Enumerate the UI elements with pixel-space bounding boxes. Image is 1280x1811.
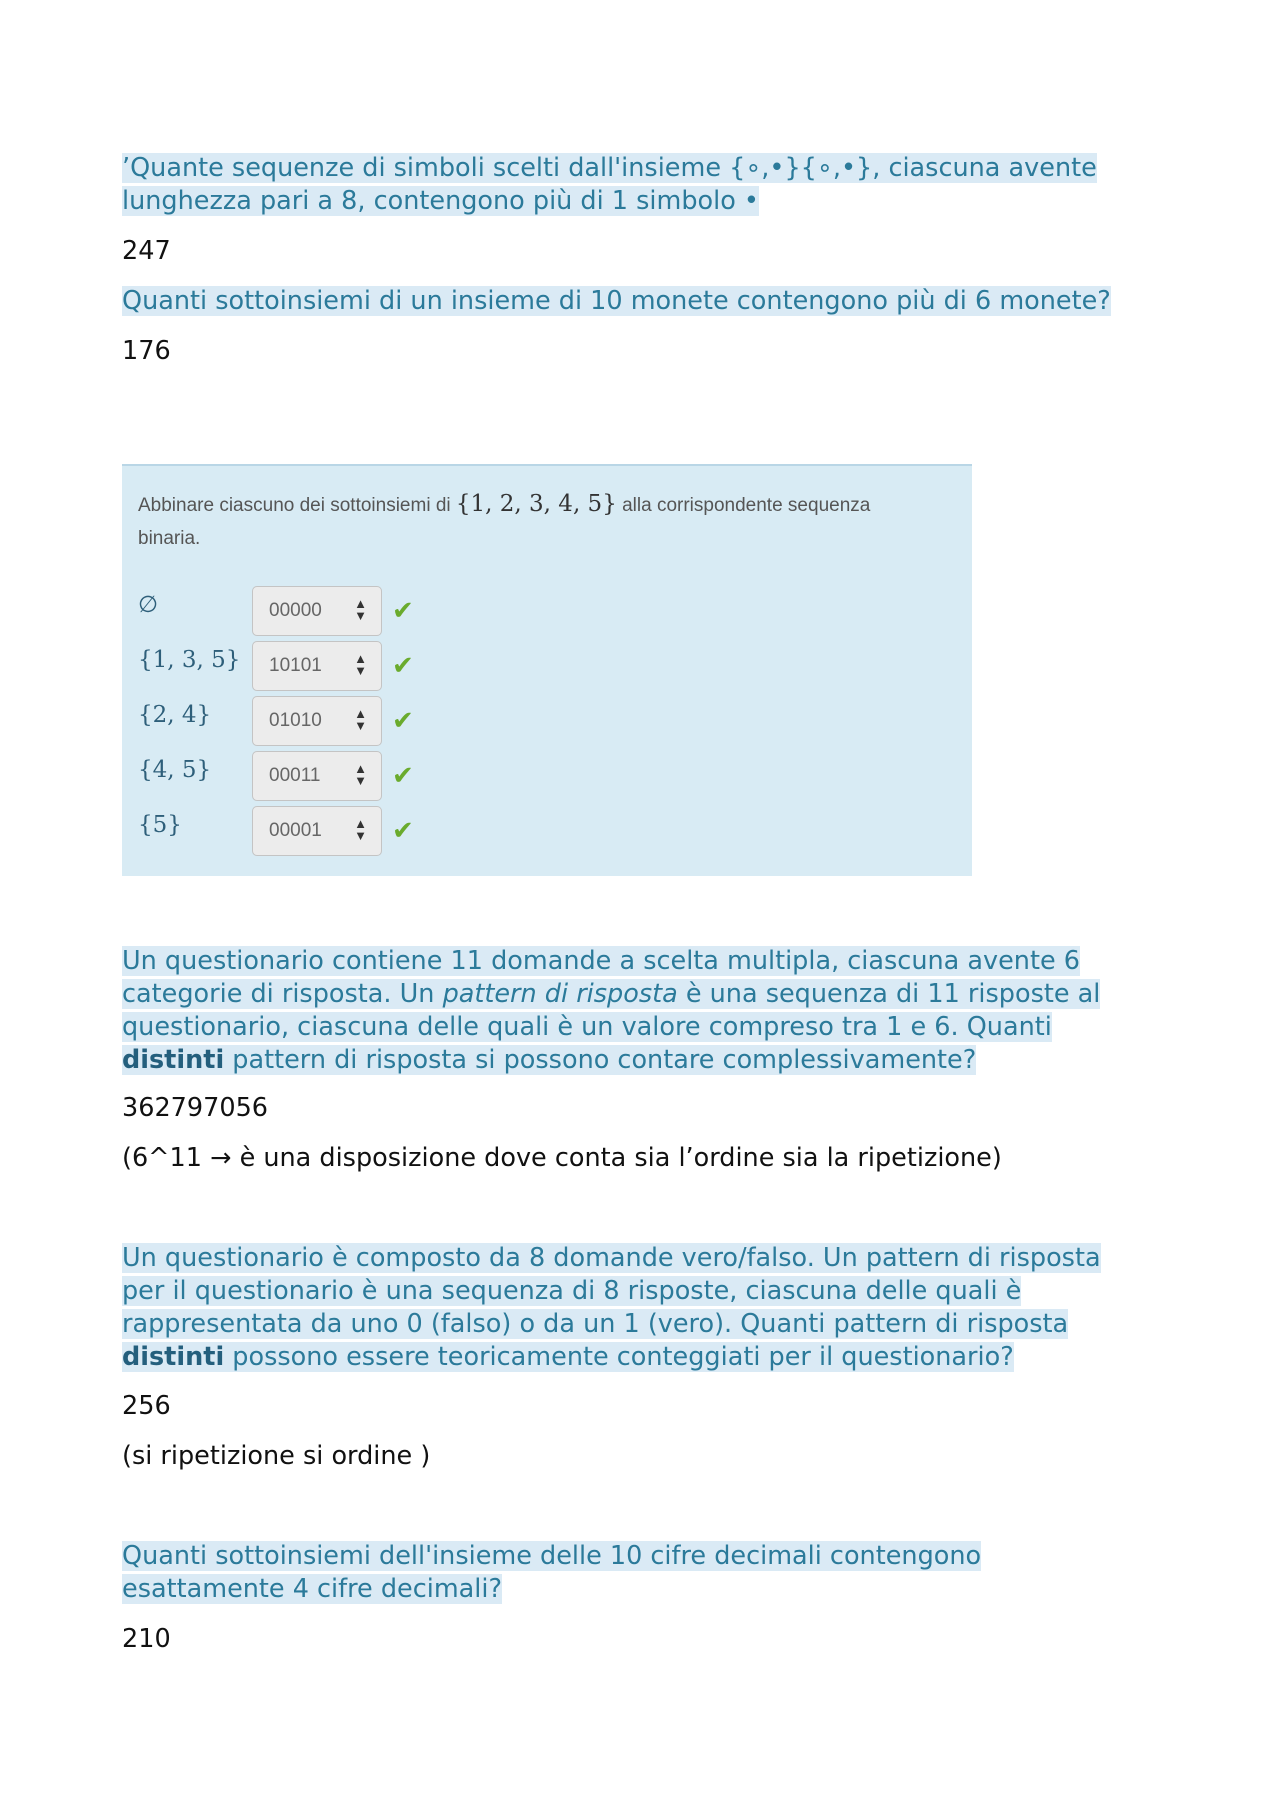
subset-label: {1, 3, 5} — [138, 647, 241, 673]
select-arrows-icon: ▲ ▼ — [354, 651, 367, 678]
question-1-line-1: ’Quante sequenze di simboli scelti dall'insieme {∘,•}{∘,•}, ciascuna avente — [122, 153, 1097, 183]
question-1-line-2: lunghezza pari a 8, contengono più di 1 simbolo • — [122, 186, 759, 216]
binary-sequence-select[interactable] — [252, 586, 382, 636]
quiz-prompt-before: Abbinare ciascuno dei sottoinsiemi di — [138, 495, 456, 516]
quiz-prompt-after: alla corrispondente sequenza — [616, 495, 871, 516]
subset-label: {4, 5} — [138, 757, 212, 783]
select-value: 00000 — [269, 600, 322, 621]
select-value: 00011 — [269, 765, 321, 786]
subset-label: ∅ — [138, 592, 159, 618]
question-5-line-2: esattamente 4 cifre decimali? — [122, 1574, 502, 1604]
subset-label: {5} — [138, 812, 182, 838]
question-3-bold: distinti — [122, 1045, 225, 1075]
question-2 — [122, 285, 1111, 318]
quiz-prompt-set: {1, 2, 3, 4, 5} — [455, 491, 617, 517]
answer-2: 176 — [122, 336, 171, 366]
subset-label: {2, 4} — [138, 702, 212, 728]
binary-sequence-select[interactable] — [252, 696, 382, 746]
binary-sequence-select[interactable] — [252, 751, 382, 801]
question-4-bold: distinti — [122, 1342, 225, 1372]
correct-check-icon: ✔ — [392, 761, 414, 791]
answer-5: 210 — [122, 1624, 171, 1654]
binary-sequence-select[interactable] — [252, 641, 382, 691]
question-4-line-1: Un questionario è composto da 8 domande vero/falso. Un pattern di risposta — [122, 1243, 1101, 1273]
question-4-line-3: rappresentata da uno 0 (falso) o da un 1 (vero). Quanti pattern di risposta — [122, 1309, 1069, 1339]
question-4 — [122, 1242, 1101, 1374]
select-value: 10101 — [269, 655, 322, 676]
question-1 — [122, 152, 1097, 218]
quiz-prompt-line-2: binaria. — [138, 528, 201, 549]
answer-4-note: (si ripetizione si ordine ) — [122, 1441, 431, 1471]
select-value: 00001 — [269, 820, 322, 841]
question-2-text: Quanti sottoinsiemi di un insieme di 10 monete contengono più di 6 monete? — [122, 286, 1111, 316]
answer-1: 247 — [122, 236, 171, 266]
correct-check-icon: ✔ — [392, 651, 414, 681]
question-3 — [122, 945, 1100, 1077]
question-3-line-2b: è una sequenza di 11 risposte al — [677, 979, 1101, 1009]
quiz-prompt — [138, 488, 938, 555]
binary-sequence-select[interactable] — [252, 806, 382, 856]
correct-check-icon: ✔ — [392, 816, 414, 846]
select-arrows-icon: ▲ ▼ — [354, 706, 367, 733]
question-5 — [122, 1540, 981, 1606]
answer-4: 256 — [122, 1391, 171, 1421]
correct-check-icon: ✔ — [392, 596, 414, 626]
question-3-line-1: Un questionario contiene 11 domande a scelta multipla, ciascuna avente 6 — [122, 946, 1080, 976]
question-4-line-4: possono essere teoricamente conteggiati per il questionario? — [224, 1342, 1014, 1372]
question-5-line-1: Quanti sottoinsiemi dell'insieme delle 10 cifre decimali contengono — [122, 1541, 982, 1571]
question-4-line-2: per il questionario è una sequenza di 8 risposte, ciascuna delle quali è — [122, 1276, 1022, 1306]
select-arrows-icon: ▲ ▼ — [354, 761, 367, 788]
answer-3-note: (6^11 → è una disposizione dove conta sia l’ordine sia la ripetizione) — [122, 1143, 1002, 1173]
select-arrows-icon: ▲ ▼ — [354, 596, 367, 623]
matching-quiz-panel — [122, 464, 972, 876]
question-3-line-2a: categorie di risposta. Un — [122, 979, 443, 1009]
select-arrows-icon: ▲ ▼ — [354, 816, 367, 843]
correct-check-icon: ✔ — [392, 706, 414, 736]
answer-3: 362797056 — [122, 1093, 269, 1123]
question-3-line-3: questionario, ciascuna delle quali è un valore compreso tra 1 e 6. Quanti — [122, 1012, 1052, 1042]
select-value: 01010 — [269, 710, 322, 731]
question-3-line-4: pattern di risposta si possono contare complessivamente? — [224, 1045, 977, 1075]
question-3-line-2-emphasis: pattern di risposta — [442, 979, 678, 1009]
